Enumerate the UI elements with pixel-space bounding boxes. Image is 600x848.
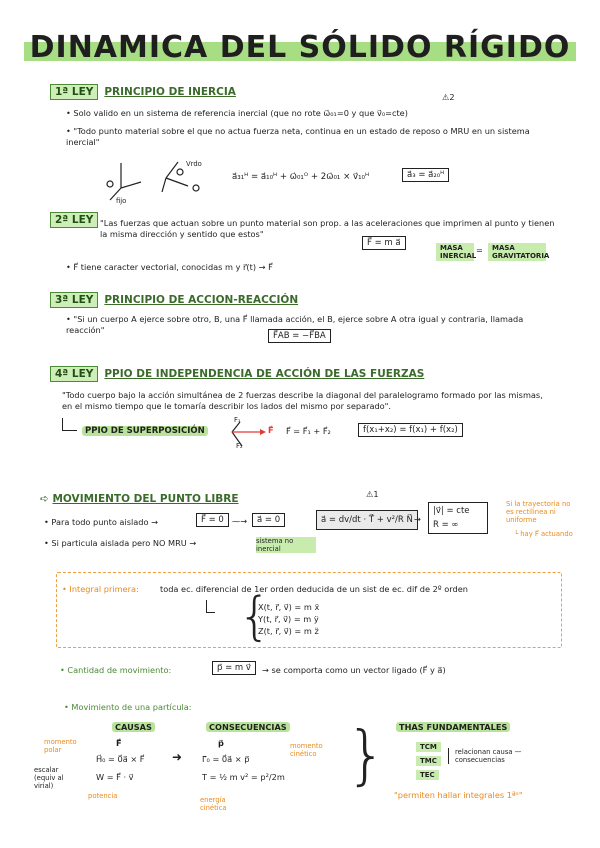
- superposition-arrow: [62, 418, 77, 431]
- causas-header: CAUSAS: [112, 722, 155, 733]
- section-4-heading: [50, 368, 424, 380]
- consecuencias-header: CONSECUENCIAS: [206, 722, 290, 733]
- ley1-equation: a⃗₃₁ᴴ = a⃗₁₀ᴴ + ω⃗₀₁ᴼ + 2ω⃗₀₁ × v⃗₁₀ᴴ: [232, 172, 370, 182]
- causa-force: F⃗: [116, 738, 122, 748]
- sistema-no-inercial-label: sistema no inercial: [256, 537, 316, 553]
- tec-chip: TEC: [416, 770, 439, 780]
- consecuencia-angular: Γ⃗₀ = 0⃗a⃗ × p⃗: [202, 754, 250, 764]
- force-f-label: F⃗: [268, 425, 274, 435]
- acceleration-components-box: a⃗ = dv/dt · T⃗ + v²/R N⃗: [316, 510, 418, 530]
- section-1-badge: 1ª LEY: [50, 84, 98, 100]
- ley4-text: "Todo cuerpo bajo la acción simultánea de 2 fuerzas describe la diagonal del paralelogramo formado por las mismas, en el mismo tiempo que le tomaría describir los lados del mismo por separado".: [62, 390, 543, 411]
- section-3-name: PRINCIPIO DE ACCION-REACCIÓN: [104, 294, 299, 306]
- ley2-bullet: • F⃗ tiene caracter vectorial, conocidas m y r⃗(t) → F⃗: [66, 262, 273, 272]
- teoremas-brace: }: [346, 719, 387, 793]
- movimiento-heading: ➪ MOVIMIENTO DEL PUNTO LIBRE: [40, 493, 239, 505]
- cantidad-text: → se comporta como un vector ligado (F⃗ y a⃗): [262, 665, 446, 675]
- warning-icon-2: ⚠1: [366, 489, 379, 499]
- masa-gravitatoria-chip: MASA GRAVITATORIA: [488, 243, 546, 261]
- v-constant: |v⃗| = cte: [433, 506, 470, 516]
- ley1-bullet-1: • Solo valido en un sistema de referencia inercial (que no rote ω⃗₀₁=0 y que v⃗₀=cte): [66, 108, 408, 118]
- squiggle-arrow: ⁓→: [232, 516, 248, 526]
- causa-moment: H⃗₀ = 0⃗a⃗ × F⃗: [96, 754, 145, 764]
- r-infinity: R = ∞: [433, 520, 459, 530]
- moving-frame-label: Vrdo: [186, 160, 202, 168]
- momentum-formula-box: p⃗ = m v⃗: [212, 661, 256, 675]
- energia-cinetica-note: energía cinética: [200, 796, 227, 812]
- masa-equals: =: [476, 245, 483, 255]
- section-2-badge: 2ª LEY: [50, 212, 98, 228]
- consecuencia-momentum: p⃗: [218, 738, 224, 748]
- force-sum-formula: F⃗ = F⃗₁ + F⃗₂: [286, 426, 331, 436]
- integral-label: • Integral primera:: [62, 584, 139, 594]
- page-title: DINAMICA DEL SÓLIDO RÍGIDO: [0, 30, 600, 65]
- fuerza-actuando-note: └ hay F⃗ actuando: [514, 530, 573, 538]
- integral-arrow: [206, 600, 215, 613]
- fixed-frame-label: fijo: [116, 197, 127, 205]
- relacionan-note: relacionan causa — consecuencias: [448, 748, 565, 764]
- mov-bullet-1: • Para todo punto aislado →: [44, 517, 158, 527]
- section-2-heading: [50, 214, 104, 226]
- momento-cinetico-note: momento cinético: [290, 742, 323, 758]
- section-1-heading: [50, 86, 236, 98]
- section-3-badge: 3ª LEY: [50, 292, 98, 308]
- ley3-text: • "Si un cuerpo A ejerce sobre otro, B, una F⃗ llamada acción, el B, ejerce sobre A otra igual y contraria, llamada reacción": [66, 314, 524, 335]
- ley2-text: "Las fuerzas que actuan sobre un punto material son prop. a las aceleraciones que imprimen al punto y tienen la misma dirección y sentido que estos": [100, 218, 555, 239]
- force-f1-label: F₁: [234, 416, 241, 424]
- superposicion-label: PPIO DE SUPERPOSICIÓN: [82, 426, 208, 436]
- force-f2-label: F₂: [236, 442, 243, 450]
- ley1-bullet-2: • "Todo punto material sobre el que no actua fuerza neta, continua en un estado de reposo o MRU en un sistema inercial": [66, 126, 530, 147]
- teoremas-header: THAS FUNDAMENTALES: [396, 722, 510, 733]
- mov-bullet-2: • Si particula aislada pero NO MRU →: [44, 538, 197, 548]
- implies-arrow: →: [414, 514, 421, 524]
- integral-text: toda ec. diferencial de 1er orden deducida de un sist de ec. dif de 2º orden: [160, 584, 468, 594]
- causes-to-consequences-arrow: ➜: [172, 750, 183, 764]
- linear-function-box: f(x₁+x₂) = f(x₁) + f(x₂): [358, 423, 463, 437]
- particula-heading: • Movimiento de una partícula:: [64, 702, 192, 712]
- ley1-result-box: a⃗₃ = a⃗₂₀ᴴ: [402, 168, 449, 182]
- ley3-formula-box: F⃗AB = −F⃗BA: [268, 329, 331, 343]
- section-1-name: PRINCIPIO DE INERCIA: [104, 86, 236, 98]
- tmc-chip: TMC: [416, 756, 441, 766]
- tcm-chip: TCM: [416, 742, 441, 752]
- masa-inercial-chip: MASA INERCIAL: [436, 243, 474, 261]
- momento-polar-note: momento polar: [44, 738, 77, 754]
- integral-eq-1: X(t, r⃗, v⃗) = m ẍ: [258, 602, 320, 612]
- potencia-note: potencia: [88, 792, 118, 800]
- escalar-note: escalar (equiv al virial): [34, 766, 64, 790]
- section-3-heading: [50, 294, 298, 306]
- zero-force-box: F⃗ = 0: [196, 513, 229, 527]
- ley2-formula-box: F⃗ = m a⃗: [362, 236, 406, 250]
- consecuencia-kinetic: T = ½ m v² = p²/2m: [202, 772, 285, 782]
- trayectoria-note: Si la trayectoria no es rectilinea ni uniforme: [506, 500, 571, 524]
- v-constant-box: [428, 502, 488, 534]
- equations-brace: {: [238, 587, 272, 647]
- cantidad-label: • Cantidad de movimiento:: [60, 665, 172, 675]
- integral-eq-2: Y(t, r⃗, v⃗) = m ÿ: [258, 614, 319, 624]
- section-4-name: PPIO DE INDEPENDENCIA DE ACCIÓN DE LAS FUERZAS: [104, 368, 425, 380]
- integral-eq-3: Z(t, r⃗, v⃗) = m z̈: [258, 626, 319, 636]
- zero-accel-box: a⃗ = 0: [252, 513, 285, 527]
- permiten-note: "permiten hallar integrales 1ªˢ": [394, 790, 523, 800]
- warning-icon: ⚠2: [442, 92, 455, 102]
- causa-power: W = F⃗ · v⃗: [96, 772, 134, 782]
- section-4-badge: 4ª LEY: [50, 366, 98, 382]
